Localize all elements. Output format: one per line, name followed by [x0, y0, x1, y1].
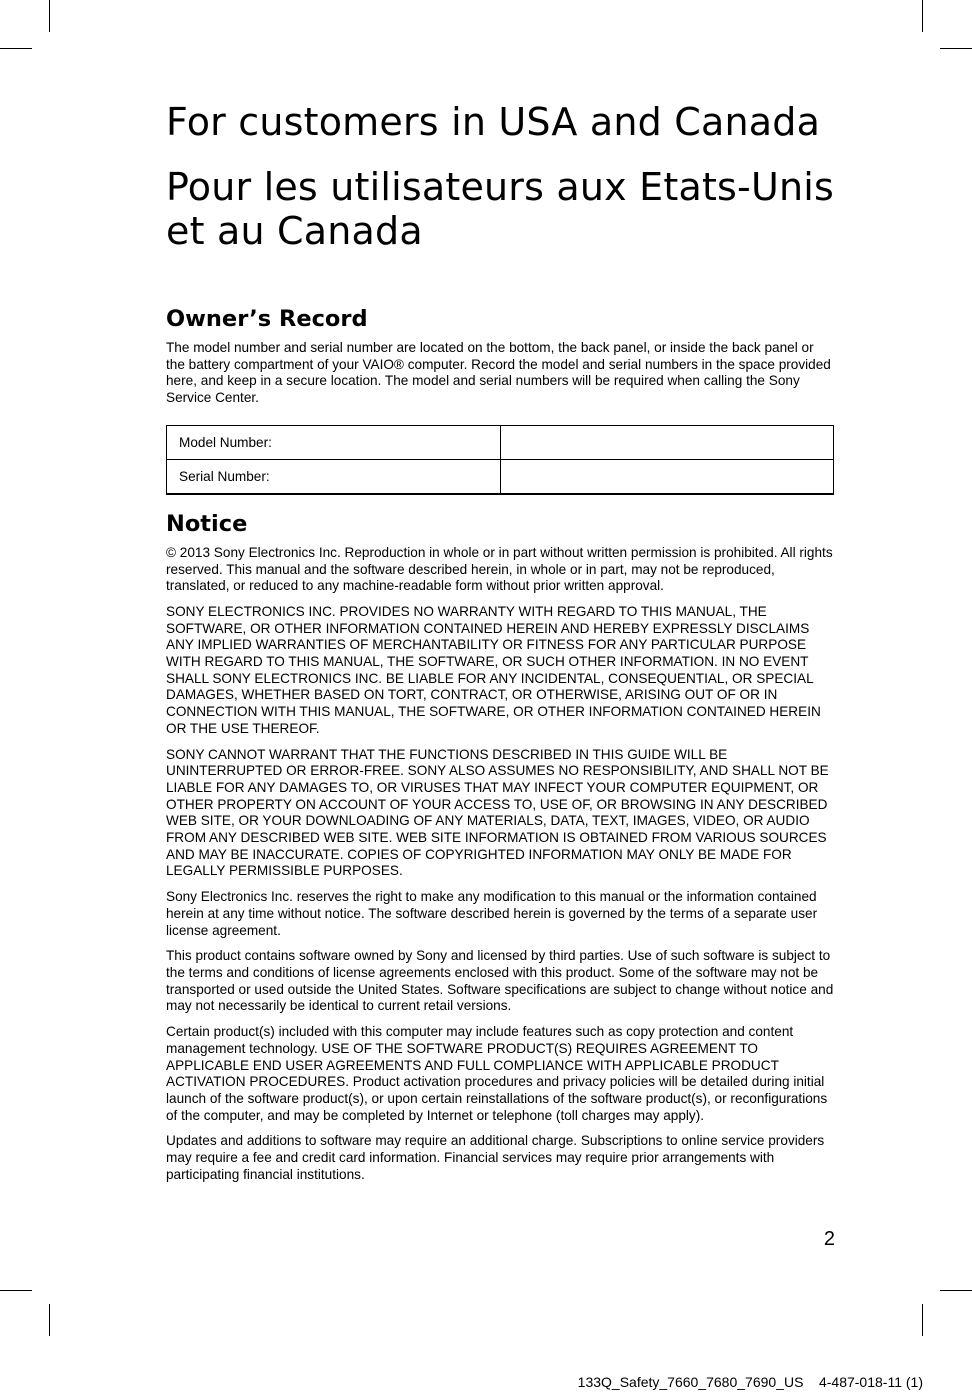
serial-number-label: Serial Number:	[167, 459, 501, 494]
crop-mark-top-left-horizontal	[0, 48, 32, 49]
notice-paragraph-third-party: This product contains software owned by Sony and licensed by third parties. Use of such software is subject to the terms and conditions of license agreements enclosed with this product. Some of the software may not be transported or used outside the United States. Software specifications are subject to change without notice and may not necessarily be identical to current retail versions.	[166, 948, 834, 1014]
crop-mark-bottom-right-vertical	[922, 1304, 923, 1336]
notice-paragraph-copyright: © 2013 Sony Electronics Inc. Reproduction in whole or in part without written permission is prohibited. All rights reserved. This manual and the software described herein, in whole or in part, may not be reproduced, translated, or reduced to any machine-readable form without prior written approval.	[166, 544, 833, 594]
crop-mark-bottom-right-horizontal	[940, 1290, 972, 1291]
model-number-field	[501, 425, 834, 459]
page-title-french-line-1: Pour les utilisateurs aux Etats-Unis	[166, 165, 835, 209]
crop-mark-top-right-vertical	[922, 0, 923, 32]
owners-record-table	[166, 425, 834, 495]
notice-paragraph-liability: SONY CANNOT WARRANT THAT THE FUNCTIONS DESCRIBED IN THIS GUIDE WILL BE UNINTERRUPTED OR ERROR-FREE. SONY ALSO ASSUMES NO RESPONSIBILITY, AND SHALL NOT BE LIABLE FOR ANY DAMAGES TO, OR VIRUSES THAT MAY INFECT YOUR COMPUTER EQUIPMENT, OR OTHER PROPERTY ON ACCOUNT OF YOUR ACCESS TO, USE OF, OR BROWSING IN ANY DESCRIBED WEB SITE, OR YOUR DOWNLOADING OF ANY MATERIALS, DATA, TEXT, IMAGES, VIDEO, OR AUDIO FROM ANY DESCRIBED WEB SITE. WEB SITE INFORMATION IS OBTAINED FROM VARIOUS SOURCES AND MAY BE INACCURATE. COPIES OF COPYRIGHTED INFORMATION MAY ONLY BE MADE FOR LEGALLY PERMISSIBLE PURPOSES.	[166, 746, 829, 879]
document-footer: 133Q_Safety_7660_7680_7690_US 4-487-018-11 (1)	[577, 1374, 923, 1390]
notice-paragraph-updates: Updates and additions to software may require an additional charge. Subscriptions to online service providers may require a fee and credit card information. Financial services may require prior arrangements with participating financial institutions.	[166, 1133, 825, 1182]
notice-paragraph-activation: Certain product(s) included with this computer may include features such as copy protection and content management technology. USE OF THE SOFTWARE PRODUCT(S) REQUIRES AGREEMENT TO APPLICABLE END USER AGREEMENTS AND FULL COMPLIANCE WITH APPLICABLE PRODUCT ACTIVATION PROCEDURES. Product activation procedures and privacy policies will be detailed during initial launch of the software product(s), or upon certain reinstallations of the software product(s), or reconfigurations of the computer, and may be completed by Internet or telephone (toll charges may apply).	[166, 1024, 828, 1123]
notice-paragraph-modification: Sony Electronics Inc. reserves the right to make any modification to this manual or the information contained herein at any time without notice. The software described herein is governed by the terms of a separate user license agreement.	[166, 889, 818, 938]
page-title-french	[166, 165, 836, 253]
serial-number-field	[501, 459, 834, 494]
owners-record-body: The model number and serial number are located on the bottom, the back panel, or inside the back panel or the battery compartment of your VAIO® computer. Record the model and serial numbers in the space provided here, and keep in a secure location. The model and serial numbers will be required when calling the Sony Service Center.	[166, 340, 831, 406]
page-title-english: For customers in USA and Canada	[166, 100, 821, 144]
table-row	[167, 425, 834, 459]
crop-mark-bottom-left-horizontal	[0, 1290, 32, 1291]
owners-record-heading: Owner’s Record	[166, 306, 368, 332]
page-title-french-line-2: et au Canada	[166, 209, 423, 253]
table-row	[167, 459, 834, 494]
model-number-label: Model Number:	[167, 425, 501, 459]
page-content	[166, 100, 836, 1192]
notice-heading: Notice	[166, 510, 248, 537]
crop-mark-top-left-vertical	[49, 0, 50, 32]
page-number: 2	[823, 1228, 835, 1250]
crop-mark-bottom-left-vertical	[49, 1304, 50, 1336]
crop-mark-top-right-horizontal	[940, 48, 972, 49]
notice-paragraph-warranty: SONY ELECTRONICS INC. PROVIDES NO WARRANTY WITH REGARD TO THIS MANUAL, THE SOFTWARE, OR OTHER INFORMATION CONTAINED HEREIN AND HEREBY EXPRESSLY DISCLAIMS ANY IMPLIED WARRANTIES OF MERCHANTABILITY OR FITNESS FOR ANY PARTICULAR PURPOSE WITH REGARD TO THIS MANUAL, THE SOFTWARE, OR SUCH OTHER INFORMATION. IN NO EVENT SHALL SONY ELECTRONICS INC. BE LIABLE FOR ANY INCIDENTAL, CONSEQUENTIAL, OR SPECIAL DAMAGES, WHETHER BASED ON TORT, CONTRACT, OR OTHERWISE, ARISING OUT OF OR IN CONNECTION WITH THIS MANUAL, THE SOFTWARE, OR OTHER INFORMATION CONTAINED HEREIN OR THE USE THEREOF.	[166, 603, 821, 736]
